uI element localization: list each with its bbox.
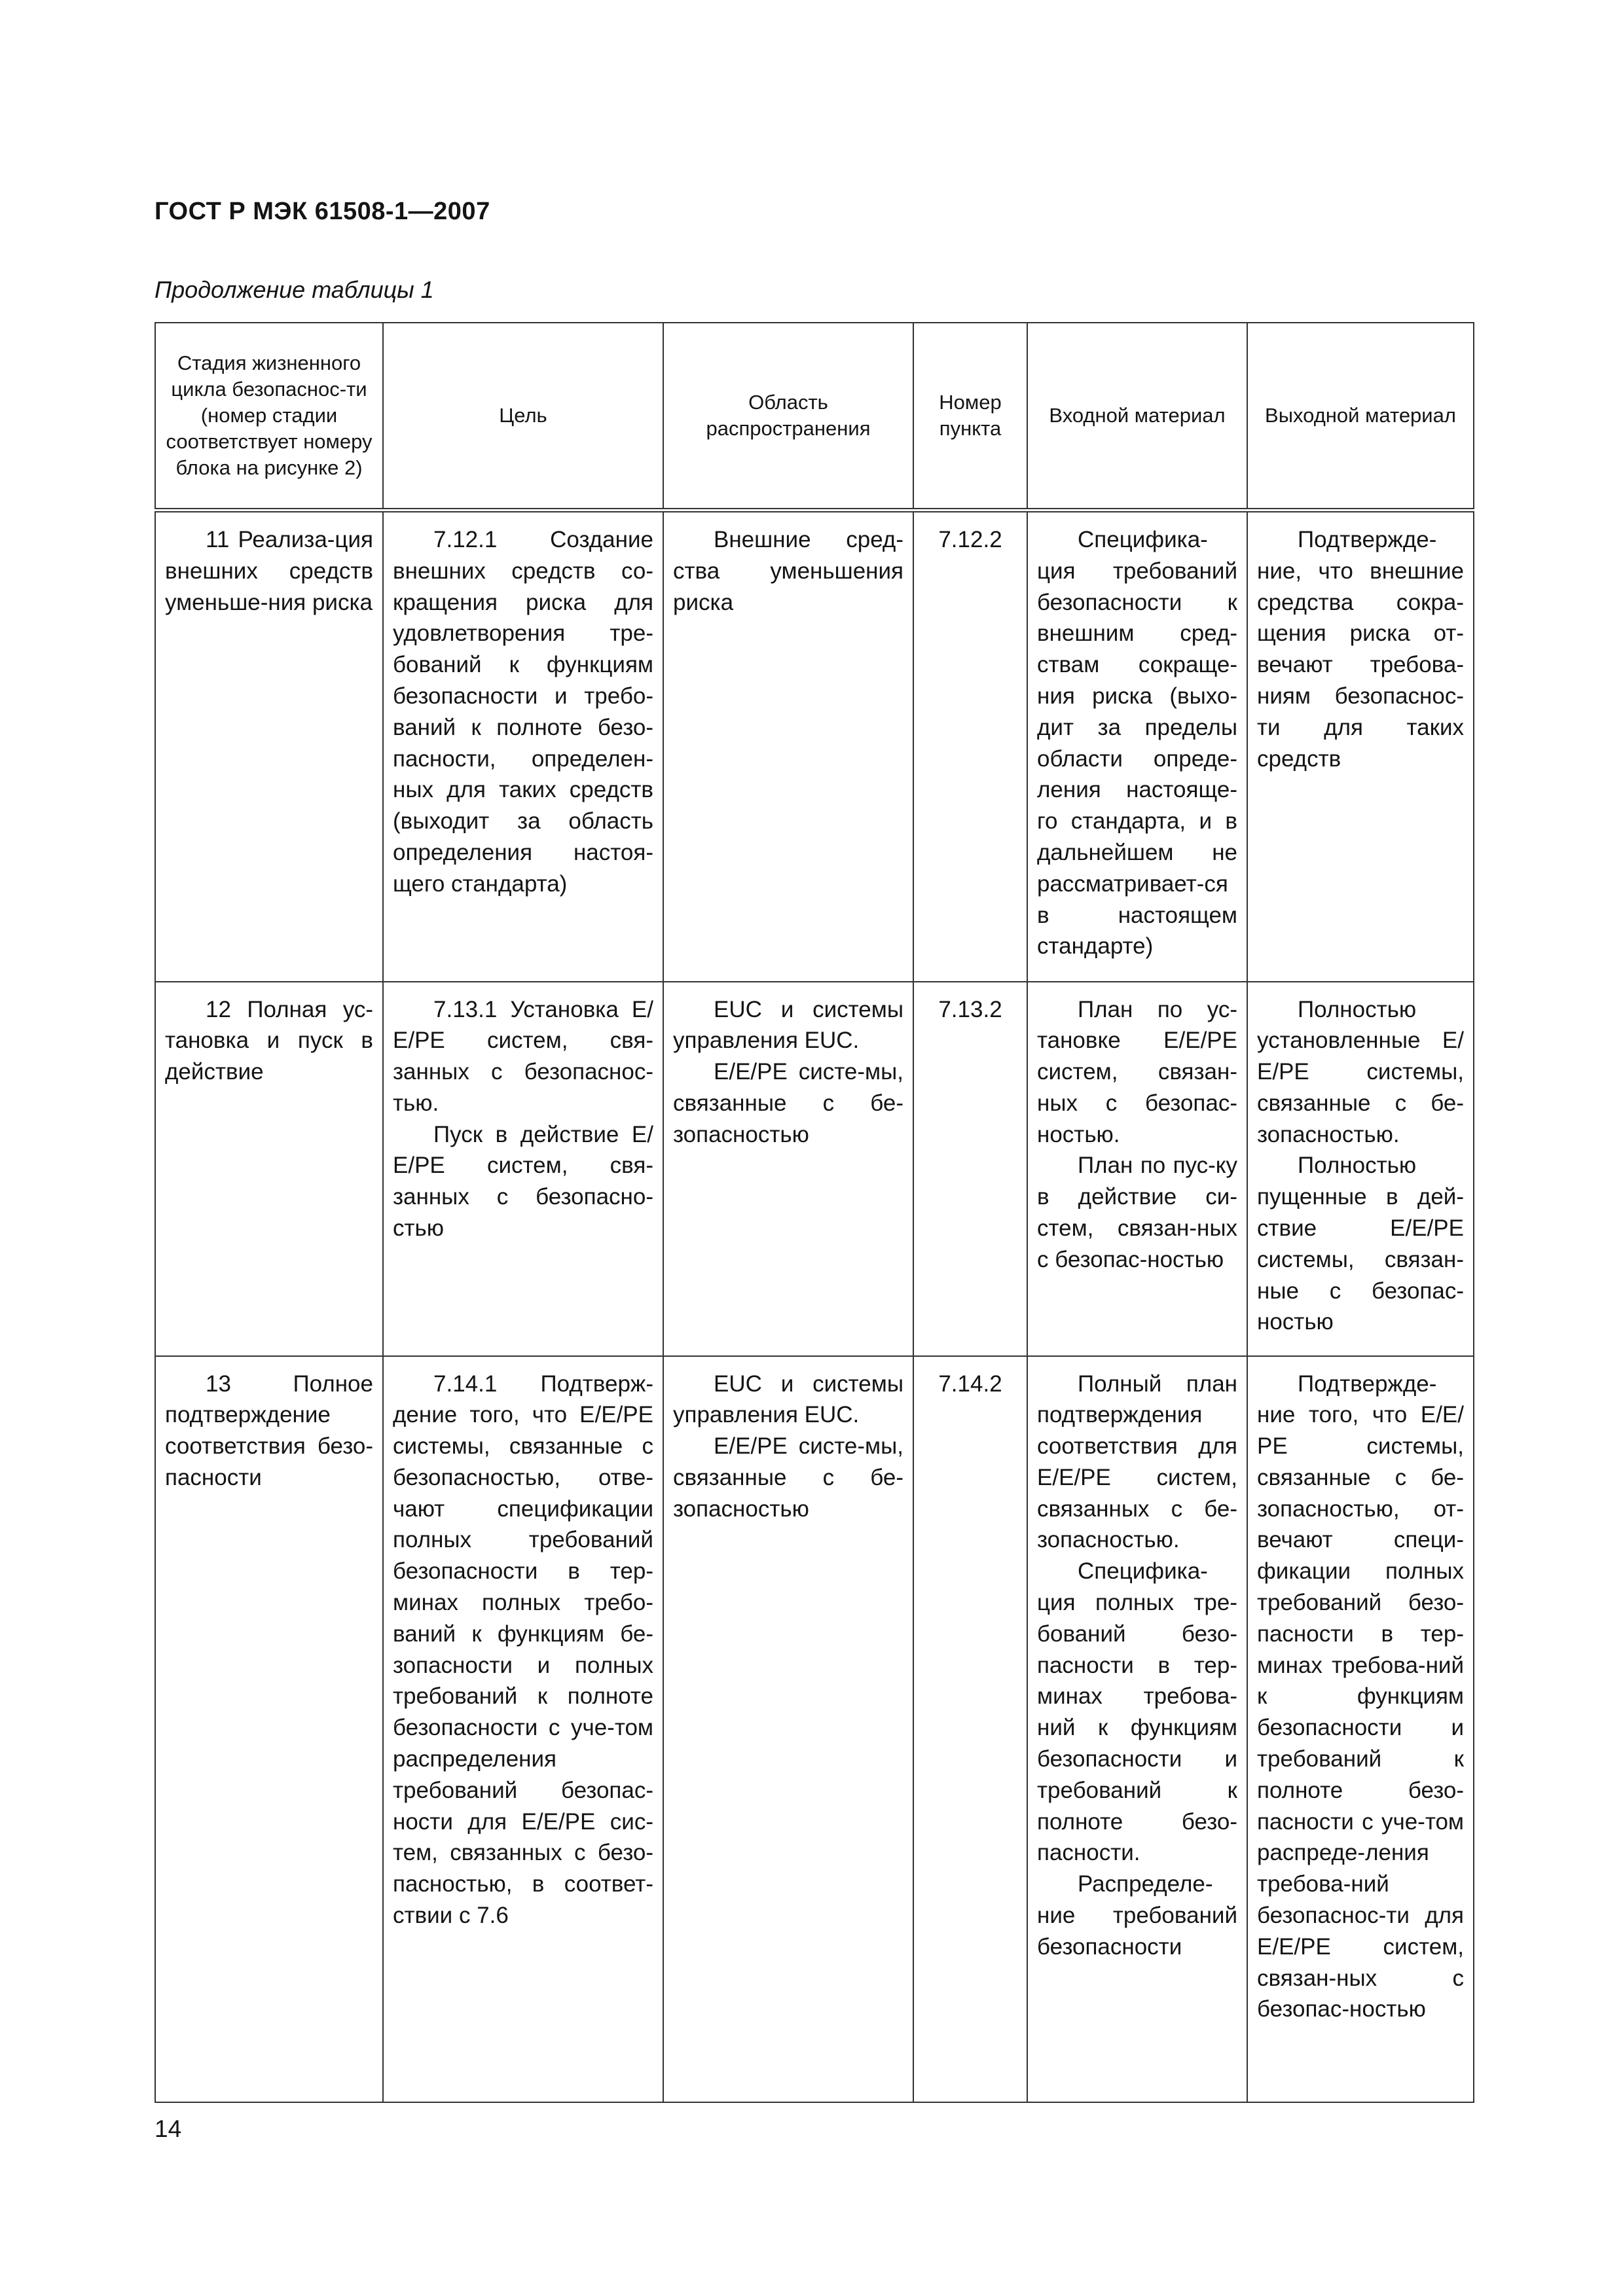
cell-scope [663,511,913,982]
cell-paragraph: Полный план подтверждения соответствия для Е/Е/РЕ систем, связанных с бе-зопасностью. [1037,1371,1237,1553]
cell-scope [663,1356,913,2102]
cell-output [1247,511,1474,982]
table-row [155,511,1474,982]
cell-paragraph: Подтвержде-ние, что внешние средства сокра-щения риска от-вечают требова-ниям безопаснос-ти для таких средств [1257,527,1464,772]
col-header-clause: Номер пункта [913,323,1027,511]
cell-paragraph: Специфика-ция требований безопасности к внешним сред-ствам сокраще-ния риска (выхо-дит за пределы области опреде-ления настояще-го стандарта, и в дальнейшем не рассматривает-ся в настоящем стандарте) [1037,527,1237,960]
page-number: 14 [155,2115,182,2142]
cell-paragraph: Распределе-ние требований безопасности [1037,1871,1237,1960]
cell-output [1247,982,1474,1356]
cell-input [1027,1356,1247,2102]
cell-paragraph: План по пус-ку в действие си-стем, связан-ных с безопас-ностью [1037,1153,1237,1272]
clause-number: 7.13.2 [938,996,1002,1022]
col-header-output: Выходной материал [1247,323,1474,511]
cell-paragraph: 7.14.1 Подтверж-дение того, что Е/Е/РЕ системы, связанные с безопасностью, отве-чают спецификации полных требований безопасности в тер-минах полных требо-ваний к функциям бе-зопасности и полных требований к полноте безопасности с уче-том распределения требований безопас-ности для Е/Е/РЕ сис-тем, связанных с безо-пасностью, в соответ-ствии с 7.6 [393,1371,653,1929]
cell-stage [155,511,383,982]
cell-paragraph: Е/Е/РЕ систе-мы, связанные с бе-зопасностью [673,1059,903,1147]
cell-paragraph: Е/Е/РЕ систе-мы, связанные с бе-зопасностью [673,1433,903,1522]
clause-number: 7.14.2 [938,1371,1002,1397]
document-header: ГОСТ Р МЭК 61508-1—2007 [155,198,490,225]
cell-paragraph: Специфика-ция полных тре-бований безо-пасности в тер-минах требова-ний к функциям безопасности и требований к полноте безо-пасности. [1037,1558,1237,1866]
col-header-stage: Стадия жизненного цикла безопаснос-ти (номер стадии соответствует номеру блока на рисунке 2) [155,323,383,511]
cell-clause [913,1356,1027,2102]
cell-scope [663,982,913,1356]
cell-stage [155,982,383,1356]
cell-input [1027,982,1247,1356]
cell-goal [383,1356,663,2102]
table-header-row [155,323,1474,511]
cell-paragraph: Внешние сред-ства уменьшения риска [673,527,903,615]
cell-goal [383,982,663,1356]
cell-paragraph: 7.13.1 Установка Е/Е/РЕ систем, свя-занных с безопаснос-тью. [393,996,653,1116]
lifecycle-table [155,322,1474,2103]
cell-paragraph: Подтвержде-ние того, что Е/Е/РЕ системы, связанные с бе-зопасностью, от-вечают специ-фикации полных требований безо-пасности в тер-минах требова-ний к функциям безопасности и требований к полноте безо-пасности с уче-том распреде-ления требова-ний безопаснос-ти для Е/Е/РЕ систем, связан-ных с безопас-ностью [1257,1371,1464,2022]
cell-output [1247,1356,1474,2102]
cell-paragraph: 12 Полная ус-тановка и пуск в действие [165,996,373,1085]
cell-paragraph: EUC и системы управления EUC. [673,996,903,1054]
cell-goal [383,511,663,982]
cell-stage [155,1356,383,2102]
table-caption: Продолжение таблицы 1 [155,276,434,303]
cell-paragraph: Полностью установленные Е/Е/РЕ системы, связанные с бе-зопасностью. [1257,996,1464,1147]
cell-paragraph: Пуск в действие Е/Е/РЕ систем, свя-занных с безопасно-стью [393,1121,653,1242]
col-header-input: Входной материал [1027,323,1247,511]
table-row [155,1356,1474,2102]
col-header-scope: Область распространения [663,323,913,511]
cell-paragraph: План по ус-тановке Е/Е/РЕ систем, связан-ных с безопас-ностью. [1037,996,1237,1147]
clause-number: 7.12.2 [938,527,1002,552]
table-row [155,982,1474,1356]
cell-paragraph: 11 Реализа-ция внешних средств уменьше-ния риска [165,527,373,615]
cell-paragraph: 13 Полное подтверждение соответствия безо-пасности [165,1371,373,1490]
cell-paragraph: EUC и системы управления EUC. [673,1371,903,1428]
cell-paragraph: 7.12.1 Создание внешних средств со-кращения риска для удовлетворения тре-бований к функциям безопасности и требо-ваний к полноте безо-пасности, определен-ных для таких средств (выходит за область определения настоя-щего стандарта) [393,527,653,897]
cell-paragraph: Полностью пущенные в дей-ствие Е/Е/РЕ системы, связан-ные с безопас-ностью [1257,1153,1464,1335]
cell-clause [913,982,1027,1356]
col-header-goal: Цель [383,323,663,511]
cell-input [1027,511,1247,982]
cell-clause [913,511,1027,982]
